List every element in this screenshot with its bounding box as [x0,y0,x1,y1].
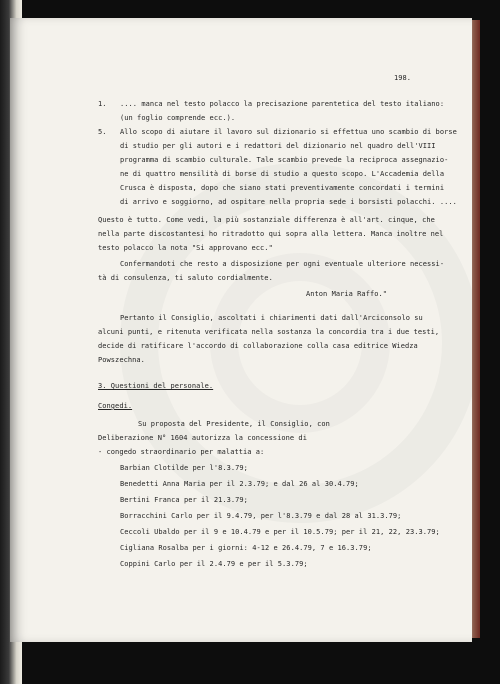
document-page [10,18,472,642]
decision-line: Powszechna. [98,356,145,364]
proposal-line: Deliberazione N° 1604 autorizza la concessione di [98,434,307,442]
leave-entry: Barbian Clotilde per l'8.3.79; [120,464,248,472]
confirm-line: tà di consulenza, ti saluto cordialmente. [98,274,273,282]
section-heading: 3. Questioni del personale. [98,382,214,390]
leave-entry: Borracchini Carlo per il 9.4.79, per l'8.3.79 e dal 28 al 31.3.79; [120,512,402,520]
item-5-line: ne di quattro mensilità di borse di studio a questo scopo. L'Accademia della [120,170,445,178]
closing-line: Questo è tutto. Come vedi, la più sostanziale differenza è all'art. cinque, che [98,216,435,224]
leave-entry: Cigliana Rosalba per i giorni: 4-12 e 26.4.79, 7 e 16.3.79; [120,544,372,552]
item-1-line: .... manca nel testo polacco la precisazione parentetica del testo italiano: [120,100,445,108]
proposal-line: Su proposta del Presidente, il Consiglio, con [138,420,330,428]
signature: Anton Maria Raffo." [306,290,388,298]
item-5-line: programma di scambio culturale. Tale scambio prevede la reciproca assegnazio- [120,156,449,164]
item-5-line: di arrivo e soggiorno, ad ospitare nella propria sede i borsisti polacchi. .... [120,198,457,206]
confirm-line: Confermandoti che resto a disposizione per ogni eventuale ulteriore necessi- [120,260,445,268]
leave-entry: Ceccoli Ubaldo per il 9 e 10.4.79 e per il 10.5.79; per il 21, 22, 23.3.79; [120,528,440,536]
decision-line: Pertanto il Consiglio, ascoltati i chiarimenti dati dall'Arciconsolo su [120,314,423,322]
leave-intro: - congedo straordinario per malattia a: [98,448,265,456]
item-5-line: Allo scopo di aiutare il lavoro sul dizionario si effettua uno scambio di borse [120,128,457,136]
item-1-number: 1. [98,100,107,108]
closing-line: nella parte discostantesi ho ritradotto qui sopra alla lettera. Manca inoltre nel [98,230,444,238]
item-1-line: (un foglio comprende ecc.). [120,114,236,122]
leave-entry: Bertini Franca per il 21.3.79; [120,496,248,504]
leave-entry: Benedetti Anna Maria per il 2.3.79; e dal 26 al 30.4.79; [120,480,359,488]
leave-entry: Coppini Carlo per il 2.4.79 e per il 5.3.79; [120,560,308,568]
page-number: 198. [394,74,412,82]
decision-line: decide di ratificare l'accordo di collaborazione colla casa editrice Wiedza [98,342,418,350]
decision-line: alcuni punti, e ritenuta verificata nella sostanza la concordia tra i due testi, [98,328,440,336]
subheading: Congedi. [98,402,133,410]
closing-line: testo polacco la nota "Si approvano ecc." [98,244,273,252]
item-5-number: 5. [98,128,107,136]
item-5-line: di studio per gli autori e i redattori del dizionario nel quadro dell'VIII [120,142,436,150]
item-5-line: Crusca è disposta, dopo che siano stati preventivamente concordati i termini [120,184,445,192]
